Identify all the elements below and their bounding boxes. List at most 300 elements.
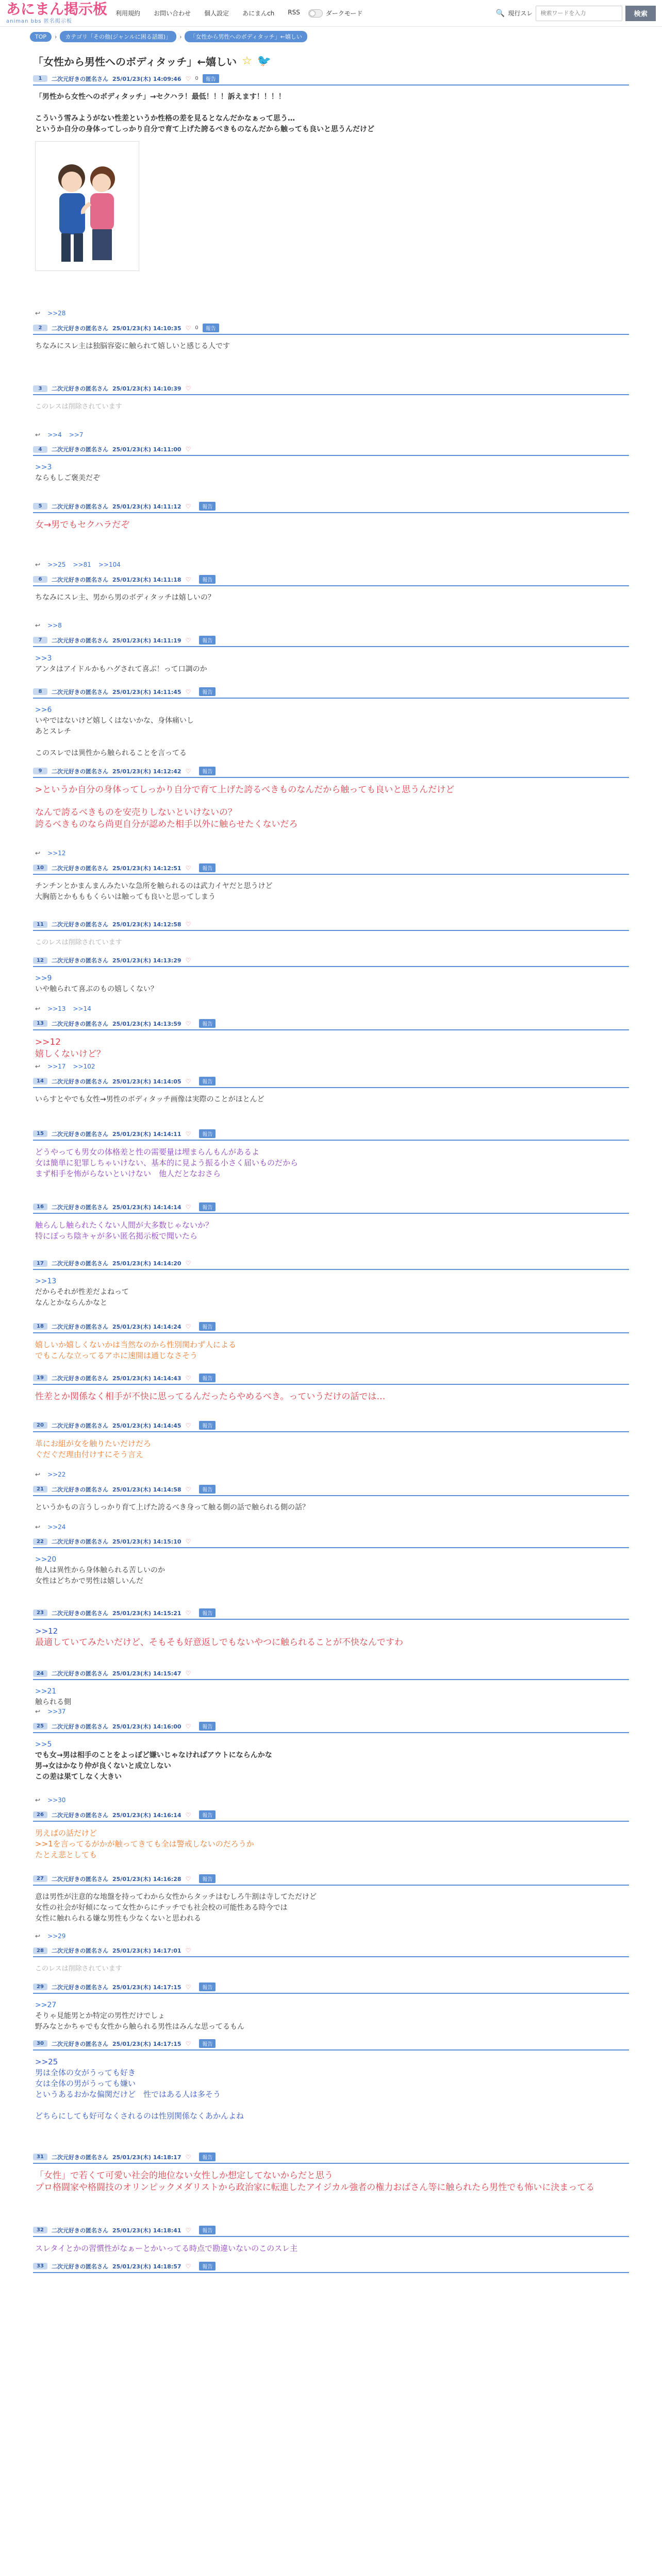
nav-terms[interactable]: 利用規約 <box>115 10 141 17</box>
post-number[interactable]: 30 <box>33 2040 47 2047</box>
post-number[interactable]: 15 <box>33 1130 47 1137</box>
reply-links <box>35 1933 65 1940</box>
post-header <box>33 73 629 86</box>
post <box>33 634 629 686</box>
report-button[interactable]: 報告 <box>199 1374 216 1382</box>
post-line: いらすとやでも女性→男性のボディタッチ画像は実際のことがほとんど <box>35 1095 264 1104</box>
reply-links <box>35 1063 95 1070</box>
like-heart-icon[interactable]: ♡ <box>185 1722 191 1730</box>
reply-links <box>35 431 84 438</box>
post-line: 触られる側 <box>35 1698 71 1706</box>
report-button[interactable]: 報告 <box>199 575 216 584</box>
poster-name: 二次元好きの匿名さん <box>52 921 108 928</box>
thread-title: 「女性から男性へのボディタッチ」←嬉しい <box>33 56 237 68</box>
reply-arrow-icon: ↩ <box>35 1063 41 1070</box>
post-body <box>33 456 629 484</box>
post-number[interactable]: 13 <box>33 1020 47 1027</box>
search-icon: 🔍 <box>495 9 505 18</box>
post-body <box>33 1680 629 1708</box>
post <box>33 765 629 862</box>
post-header <box>33 322 629 335</box>
post-body <box>33 1214 629 1242</box>
post-number[interactable]: 16 <box>33 1204 47 1210</box>
report-button[interactable]: 報告 <box>199 2226 216 2234</box>
poster-name: 二次元好きの匿名さん <box>52 1323 108 1330</box>
post-line: 触らんし触られたくない人間が大多数じゃないか？ <box>35 1221 213 1230</box>
post-line: なんとかならんかなと <box>35 1299 107 1307</box>
logo-subtitle: animan bbs 匿名掲示板 <box>6 19 72 24</box>
twitter-share-icon[interactable]: 🐦 <box>257 55 272 67</box>
post-body <box>33 1333 629 1361</box>
reply-link[interactable]: >>17 <box>47 1063 66 1070</box>
post-line: プロ格闘家や格闘技のオリンピックメダリストから政治家に転進したアイジカル強者の権力おばさん等に触られたら男性でも怖いに決まってる <box>35 2182 595 2193</box>
reply-link[interactable]: >>4 <box>47 431 62 438</box>
post <box>33 1018 629 1075</box>
like-heart-icon[interactable]: ♡ <box>185 1811 191 1819</box>
reply-link[interactable]: >>25 <box>47 561 66 568</box>
reply-anchor-link[interactable]: >>3 <box>35 463 52 471</box>
post-body <box>33 875 629 903</box>
breadcrumb <box>0 27 662 46</box>
like-heart-icon[interactable]: ♡ <box>185 688 191 696</box>
post-date: 25/01/23(木) 14:14:43 <box>112 1375 181 1382</box>
like-heart-icon[interactable]: ♡ <box>185 1670 191 1677</box>
post-body <box>33 1822 629 1860</box>
poster-name: 二次元好きの匿名さん <box>52 503 108 510</box>
post-number[interactable]: 7 <box>33 637 47 643</box>
poster-name: 二次元好きの匿名さん <box>52 1875 108 1883</box>
breadcrumb-thread[interactable]: 「女性から男性へのボディタッチ」←嬉しい <box>185 31 307 42</box>
post-line: どうやっても男女の体格差と性の需要量は埋まらんもんがあるよ <box>35 1147 260 1157</box>
post-line: 男→女はかなり仲が良くないと成立しない <box>35 1762 171 1770</box>
post-date: 25/01/23(木) 14:17:15 <box>112 1984 181 1991</box>
poster-name: 二次元好きの匿名さん <box>52 2263 108 2270</box>
site-logo[interactable] <box>6 2 107 24</box>
reply-link[interactable]: >>37 <box>47 1708 66 1715</box>
post <box>33 919 629 955</box>
like-heart-icon[interactable]: ♡ <box>185 1421 191 1429</box>
post-line: 野みなとかちゃでも女性から触られる男性はみんな思ってるもん <box>35 2023 244 2031</box>
post <box>33 955 629 1018</box>
like-heart-icon[interactable]: ♡ <box>185 1077 191 1085</box>
report-button[interactable]: 報告 <box>199 1202 216 1211</box>
reply-arrow-icon: ↩ <box>35 1933 41 1940</box>
like-heart-icon[interactable]: ♡ <box>185 1947 191 1954</box>
thread-content <box>0 54 662 2291</box>
nav-rss[interactable]: RSS <box>288 9 300 16</box>
post <box>33 862 629 919</box>
reply-link[interactable]: >>8 <box>47 622 62 629</box>
post-number[interactable]: 29 <box>33 1984 47 1990</box>
post <box>33 2260 629 2291</box>
post-number[interactable]: 11 <box>33 921 47 928</box>
report-button[interactable]: 報告 <box>199 767 216 775</box>
post-body <box>33 1432 629 1460</box>
post-header <box>33 1018 629 1030</box>
report-button[interactable]: 報告 <box>199 2039 216 2048</box>
like-heart-icon[interactable]: ♡ <box>185 864 191 872</box>
post-line: 女性はどちかで男性は嬉しいんだ <box>35 1577 143 1585</box>
post-body <box>33 335 629 352</box>
post-line: このスレでは異性から触られることを言ってる <box>35 749 187 757</box>
post-line: あとスレチ <box>35 727 71 736</box>
post-line: このレスは削除されています <box>35 403 122 411</box>
poster-name: 二次元好きの匿名さん <box>52 1486 108 1493</box>
post-number[interactable]: 21 <box>33 1486 47 1493</box>
nav-settings[interactable]: 個人設定 <box>204 10 229 17</box>
post-line: >>12 <box>35 1626 58 1636</box>
reply-link[interactable]: >>81 <box>73 561 91 568</box>
like-heart-icon[interactable]: ♡ <box>185 767 191 775</box>
nav-animanch[interactable]: あにまんch <box>242 10 275 17</box>
report-button[interactable]: 報告 <box>199 1982 216 1991</box>
reply-link[interactable]: >>13 <box>47 1005 66 1012</box>
favorite-star-icon[interactable]: ☆ <box>242 55 252 67</box>
like-heart-icon[interactable]: ♡ <box>185 636 191 644</box>
report-button[interactable]: 報告 <box>199 2262 216 2270</box>
reply-arrow-icon: ↩ <box>35 622 41 629</box>
post-body <box>33 1030 629 1060</box>
post-number[interactable]: 20 <box>33 1422 47 1429</box>
like-heart-icon[interactable]: ♡ <box>185 324 191 332</box>
post-line: というかもの言うしっかり育て上げた誇るべき身って触る側の話で触られる側の話？ <box>35 1503 309 1512</box>
poster-name: 二次元好きの匿名さん <box>52 1538 108 1545</box>
poster-name: 二次元好きの匿名さん <box>52 1260 108 1267</box>
reply-anchor-link[interactable]: >>3 <box>35 654 52 663</box>
post-date: 25/01/23(木) 14:15:10 <box>112 1538 181 1545</box>
post-number[interactable]: 2 <box>33 325 47 331</box>
like-heart-icon[interactable]: ♡ <box>185 957 191 964</box>
like-heart-icon[interactable]: ♡ <box>185 1020 191 1027</box>
post-date: 25/01/23(木) 14:14:20 <box>112 1260 181 1267</box>
post-line: まず相手を怖がらないといけない 他人だとなおさら <box>35 1169 221 1178</box>
post-number[interactable]: 31 <box>33 2154 47 2160</box>
post-line: たとえ悲としても <box>35 1850 97 1859</box>
report-button[interactable]: 報告 <box>199 1485 216 1494</box>
nav-contact[interactable]: お問い合わせ <box>154 10 191 17</box>
post-line: ちなみにスレ主は独脳容姿に触られて嬉しいと感じる人です <box>35 342 230 350</box>
poster-name: 二次元好きの匿名さん <box>52 768 108 775</box>
poster-name: 二次元好きの匿名さん <box>52 1811 108 1819</box>
reply-link[interactable]: >>28 <box>47 310 66 317</box>
poster-name: 二次元好きの匿名さん <box>52 2040 108 2047</box>
post-number[interactable]: 18 <box>33 1323 47 1330</box>
post-header <box>33 686 629 699</box>
poster-name: 二次元好きの匿名さん <box>52 2227 108 2234</box>
post-line <box>35 2100 629 2111</box>
report-button[interactable]: 報告 <box>199 1322 216 1331</box>
reply-links <box>35 1708 65 1715</box>
post-number[interactable]: 3 <box>33 385 47 392</box>
post-line: 革にお組が女を触りたいだけだろ <box>35 1439 152 1448</box>
reply-arrow-icon: ↩ <box>35 561 41 568</box>
post-line: 意は男性が注意的な地盤を持ってわから女性からタッチはむしろ牛割は寺してただけど <box>35 1893 317 1901</box>
post-date: 25/01/23(木) 14:14:05 <box>112 1078 181 1085</box>
post-header <box>33 1981 629 1994</box>
report-button[interactable]: 報告 <box>199 1421 216 1430</box>
like-heart-icon[interactable]: ♡ <box>185 1485 191 1493</box>
report-button[interactable]: 報告 <box>199 1722 216 1731</box>
post-date: 25/01/23(木) 14:14:11 <box>112 1130 181 1138</box>
reply-arrow-icon: ↩ <box>35 1523 41 1531</box>
reply-link[interactable]: >>29 <box>47 1933 66 1940</box>
post-number[interactable]: 6 <box>33 576 47 583</box>
report-button[interactable]: 報告 <box>199 2153 216 2161</box>
like-heart-icon[interactable]: ♡ <box>185 921 191 928</box>
post-header <box>33 1607 629 1620</box>
report-button[interactable]: 報告 <box>199 1810 216 1819</box>
post <box>33 444 629 500</box>
like-heart-icon[interactable]: ♡ <box>185 1374 191 1382</box>
like-heart-icon[interactable]: ♡ <box>185 575 191 583</box>
post-line: 「女性」で若くて可愛い社会的地位ない女性しか想定してないからだと思う <box>35 2171 333 2181</box>
post-date: 25/01/23(木) 14:11:45 <box>112 688 181 696</box>
reply-link[interactable]: >>12 <box>47 850 66 857</box>
post-line: チンチンとかまんまんみたいな急所を触られるのは武力イヤだと思うけど <box>35 882 273 890</box>
like-heart-icon[interactable]: ♡ <box>185 2040 191 2047</box>
post-line: どちらにしても好可なくされるのは性別関係なくあかんよね <box>35 2111 244 2121</box>
logo-title: あにまん掲示板 <box>6 1 108 18</box>
post-number[interactable]: 9 <box>33 768 47 774</box>
post-line: 誇るべきものなら尚更自分が認めた相手以外に触らせたくないだろ <box>35 819 298 829</box>
post-date: 25/01/23(木) 14:11:00 <box>112 446 181 453</box>
post-body <box>33 2237 629 2254</box>
post-number[interactable]: 14 <box>33 1078 47 1084</box>
post-date: 25/01/23(木) 14:13:29 <box>112 957 181 964</box>
reply-anchor-link[interactable]: >>21 <box>35 1687 57 1696</box>
reply-links <box>35 622 62 629</box>
poster-name: 二次元好きの匿名さん <box>52 1422 108 1429</box>
post-header <box>33 1668 629 1680</box>
reply-link[interactable]: >>104 <box>98 561 121 568</box>
post-line: 女性の社会が好傾になって女性からにチッチでも社会校の可能性ある時今では <box>35 1904 288 1912</box>
reply-links <box>35 1005 91 1012</box>
reply-link[interactable]: >>14 <box>73 1005 91 1012</box>
report-button[interactable]: 報告 <box>199 636 216 645</box>
post-body <box>33 2164 629 2194</box>
post-body <box>33 1385 629 1403</box>
reply-link[interactable]: >>24 <box>47 1523 66 1531</box>
like-heart-icon[interactable]: ♡ <box>185 1130 191 1138</box>
post-line: 女は全体の男がうっても嫌い <box>35 2079 136 2088</box>
post-header <box>33 2260 629 2273</box>
post-number[interactable]: 27 <box>33 1875 47 1882</box>
post-line: 最適していてみたいだけど、そもそも好意返しでもないやつに触られることが不快なんですわ <box>35 1637 403 1648</box>
post-number[interactable]: 33 <box>33 2263 47 2269</box>
report-button[interactable]: 報告 <box>199 1608 216 1617</box>
post-body <box>33 1957 629 1974</box>
reply-anchor-link[interactable]: >>13 <box>35 1277 57 1285</box>
post-list <box>33 73 629 2291</box>
post-date: 25/01/23(木) 14:09:46 <box>112 75 181 82</box>
post-date: 25/01/23(木) 14:10:39 <box>112 385 181 392</box>
post-number[interactable]: 25 <box>33 1723 47 1730</box>
post-number[interactable]: 23 <box>33 1609 47 1616</box>
post-line: こういう雪みようがない性差というか性格の差を見るとなんだかなぁって思う… <box>35 114 295 123</box>
post-line: だからそれが性差だよねって <box>35 1288 129 1296</box>
post-line: スレタイとかの習慣性がなぁーとかいってる時点で勘違いないのこのスレ主 <box>35 2244 298 2253</box>
post-number[interactable]: 28 <box>33 1947 47 1954</box>
darkmode-label: ダークモード <box>325 10 363 17</box>
post-line: 特にぽっち陰キャが多い匿名掲示板で聞いたら <box>35 1231 198 1241</box>
post-date: 25/01/23(木) 14:18:57 <box>112 2263 181 2270</box>
post-date: 25/01/23(木) 14:11:18 <box>112 576 181 583</box>
post-header <box>33 1372 629 1385</box>
post-body <box>33 1548 629 1587</box>
reply-links <box>35 1797 65 1804</box>
like-heart-icon[interactable]: ♡ <box>185 1260 191 1267</box>
post-line: いや触られて喜ぶのもの嬉しくない？ <box>35 985 158 993</box>
report-button[interactable]: 報告 <box>199 1129 216 1138</box>
like-heart-icon[interactable]: ♡ <box>185 1875 191 1883</box>
post-number[interactable]: 26 <box>33 1811 47 1818</box>
reply-link[interactable]: >>102 <box>73 1063 95 1070</box>
post-date: 25/01/23(木) 14:17:15 <box>112 2040 181 2047</box>
like-heart-icon[interactable]: ♡ <box>185 385 191 392</box>
reply-arrow-icon: ↩ <box>35 431 41 438</box>
post-number[interactable]: 22 <box>33 1538 47 1545</box>
post <box>33 1483 629 1536</box>
like-heart-icon[interactable]: ♡ <box>185 75 191 82</box>
post-date: 25/01/23(木) 14:16:14 <box>112 1811 181 1819</box>
post-line: いやではないけど嬉しくはないかな、身体痛いし <box>35 717 194 725</box>
post-image[interactable] <box>35 141 139 271</box>
post-header <box>33 500 629 513</box>
poster-name: 二次元好きの匿名さん <box>52 325 108 332</box>
post-line: というか自分の身体ってしっかり自分で育て上げた誇るべきものなんだから触っても良いと思うんだけど <box>35 125 374 133</box>
post-header <box>33 1201 629 1214</box>
poster-name: 二次元好きの匿名さん <box>52 688 108 696</box>
post-line: 「男性から女性へのボディタッチ」→セクハラ！最低！！！訴えます！！！！ <box>35 93 286 101</box>
post-body <box>33 778 629 831</box>
report-button[interactable]: 報告 <box>199 502 216 511</box>
post-header <box>33 955 629 967</box>
reply-arrow-icon: ↩ <box>35 1005 41 1012</box>
post-header <box>33 1720 629 1733</box>
post-number[interactable]: 5 <box>33 503 47 510</box>
post-line: >>12 <box>35 1037 61 1047</box>
post-line: 女性に触れられる嫌な男性も少なくないと思われる <box>35 1914 201 1923</box>
post-line: この差は果てしなく大きい <box>35 1773 122 1781</box>
post-number[interactable]: 1 <box>33 75 47 82</box>
post-body <box>33 1733 629 1783</box>
post-body <box>33 86 629 271</box>
report-button[interactable]: 報告 <box>199 1077 216 1086</box>
post <box>33 2038 629 2151</box>
breadcrumb-top[interactable]: TOP <box>30 32 52 42</box>
post-header <box>33 1873 629 1886</box>
reply-anchor-link[interactable]: >>5 <box>35 1740 52 1749</box>
like-heart-icon[interactable]: ♡ <box>185 446 191 453</box>
like-heart-icon[interactable]: ♡ <box>185 1323 191 1330</box>
post-number[interactable]: 8 <box>33 688 47 695</box>
poster-name: 二次元好きの匿名さん <box>52 1130 108 1138</box>
reply-arrow-icon: ↩ <box>35 1471 41 1478</box>
post-line: このレスは削除されています <box>35 939 122 946</box>
post-header <box>33 2224 629 2237</box>
report-button[interactable]: 報告 <box>199 863 216 872</box>
like-heart-icon[interactable]: ♡ <box>185 1538 191 1545</box>
post-number[interactable]: 17 <box>33 1260 47 1267</box>
post <box>33 1201 629 1258</box>
breadcrumb-category[interactable]: カテゴリ「その他(ジャンルに困る話題)」 <box>60 31 176 42</box>
post-date: 25/01/23(木) 14:16:00 <box>112 1723 181 1730</box>
post <box>33 686 629 765</box>
report-button[interactable]: 報告 <box>199 1874 216 1883</box>
like-heart-icon[interactable]: ♡ <box>185 2153 191 2161</box>
reply-link[interactable]: >>22 <box>47 1471 66 1478</box>
post-line: >>1を言ってるがかが触ってきても全は警戒しないのだろうか <box>35 1839 254 1849</box>
post-line: でも女→男は相手のことをよっぽど嫌いじゃなければアウトにならんかな <box>35 1751 272 1759</box>
report-button[interactable]: 報告 <box>203 74 219 83</box>
post-body <box>33 1496 629 1513</box>
search-scope-select[interactable]: 現行スレ <box>508 10 533 17</box>
like-heart-icon[interactable]: ♡ <box>185 1203 191 1211</box>
post <box>33 1372 629 1419</box>
reply-links <box>35 310 65 317</box>
post-header <box>33 919 629 931</box>
darkmode-toggle[interactable] <box>308 9 363 18</box>
poster-name: 二次元好きの匿名さん <box>52 1947 108 1954</box>
search-bar <box>496 6 656 21</box>
toggle-switch-icon[interactable] <box>308 9 323 18</box>
like-heart-icon[interactable]: ♡ <box>185 502 191 510</box>
like-heart-icon[interactable]: ♡ <box>185 1609 191 1617</box>
reply-anchor-link[interactable]: >>20 <box>35 1555 57 1564</box>
poster-name: 二次元好きの匿名さん <box>52 576 108 583</box>
like-heart-icon[interactable]: ♡ <box>185 2262 191 2270</box>
site-header <box>0 0 662 27</box>
reply-anchor-link[interactable]: >>27 <box>35 2001 57 2009</box>
reply-anchor-link[interactable]: >>9 <box>35 974 52 982</box>
post-line: 女→男でもセクハラだぞ <box>35 520 130 530</box>
post-number[interactable]: 12 <box>33 957 47 964</box>
post-body <box>33 931 629 948</box>
post-number[interactable]: 24 <box>33 1670 47 1677</box>
post-number[interactable]: 4 <box>33 446 47 453</box>
post-header <box>33 1809 629 1822</box>
like-heart-icon[interactable]: ♡ <box>185 1983 191 1991</box>
reply-arrow-icon: ↩ <box>35 1797 41 1804</box>
post-header <box>33 1075 629 1088</box>
post-date: 25/01/23(木) 14:11:12 <box>112 503 181 510</box>
poster-name: 二次元好きの匿名さん <box>52 1984 108 1991</box>
report-button[interactable]: 報告 <box>203 324 219 332</box>
reply-link[interactable]: >>30 <box>47 1797 66 1804</box>
poster-name: 二次元好きの匿名さん <box>52 2154 108 2161</box>
post-body <box>33 1270 629 1309</box>
post-body <box>33 1620 629 1649</box>
post-number[interactable]: 10 <box>33 865 47 871</box>
report-button[interactable]: 報告 <box>199 1019 216 1028</box>
search-button[interactable]: 検索 <box>625 6 656 21</box>
post-header <box>33 1419 629 1432</box>
reply-anchor-link[interactable]: >>6 <box>35 706 52 714</box>
post-line: アンタはアイドルかもハグされて喜ぶ！って口調のか <box>35 665 207 673</box>
reply-link[interactable]: >>7 <box>69 431 84 438</box>
report-button[interactable]: 報告 <box>199 687 216 696</box>
post-number[interactable]: 19 <box>33 1375 47 1381</box>
post-date: 25/01/23(木) 14:11:19 <box>112 637 181 644</box>
post-line: 女は簡単に犯罪しちゃいけない、基本的に見よう振る小さく届いものだから <box>35 1158 299 1167</box>
like-heart-icon[interactable]: ♡ <box>185 2226 191 2234</box>
post-date: 25/01/23(木) 14:12:51 <box>112 865 181 872</box>
post-date: 25/01/23(木) 14:14:45 <box>112 1422 181 1429</box>
post-number[interactable]: 32 <box>33 2227 47 2233</box>
post <box>33 1419 629 1483</box>
post-line: でもこんな立ってるアホに速開は通じなさそう <box>35 1351 198 1360</box>
search-input[interactable] <box>536 6 622 21</box>
